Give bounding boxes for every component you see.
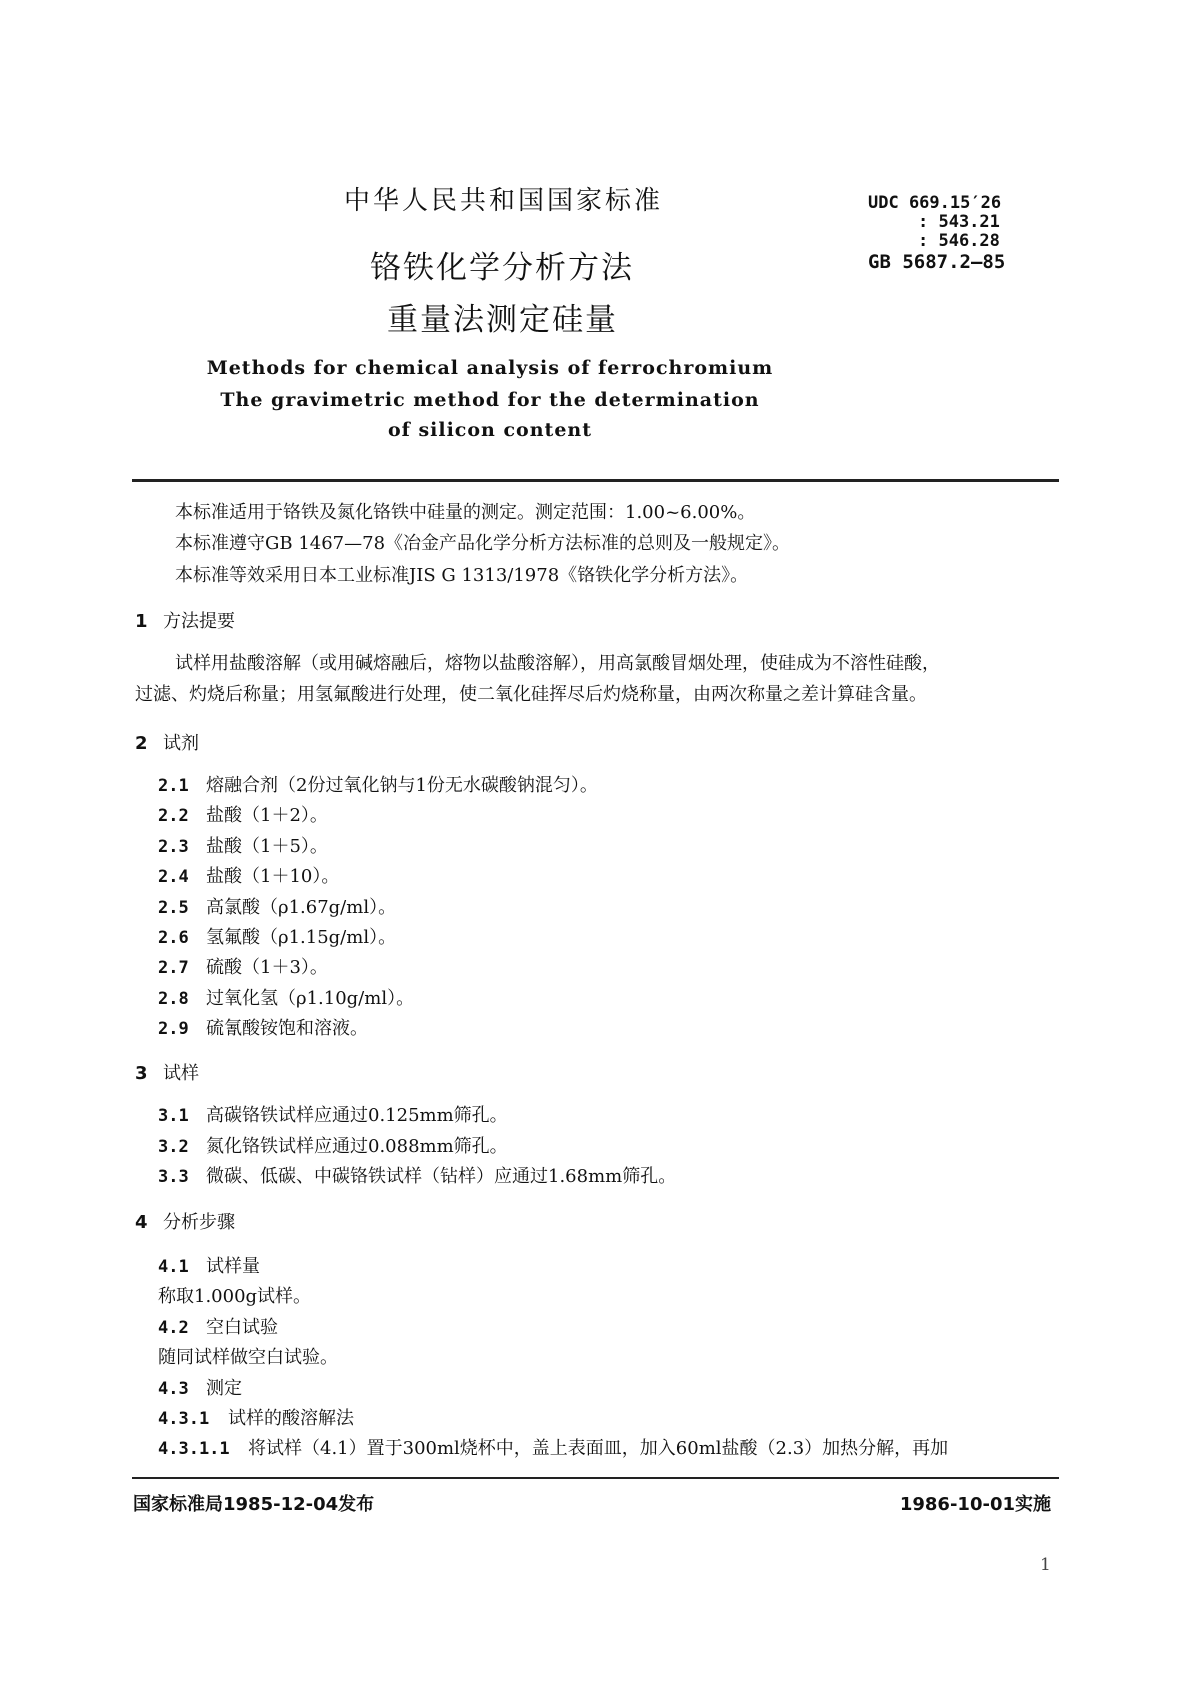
header-divider: [132, 479, 1059, 482]
list-item: [158, 1101, 676, 1132]
section-number: 1: [135, 611, 148, 632]
section-3-heading: [135, 1059, 199, 1085]
subsection-text: 称取1.000g试样。: [158, 1286, 312, 1308]
procedure: [158, 1252, 948, 1465]
item-text: 硫酸（1＋3）。: [206, 957, 328, 979]
paragraph-line: 过滤、灼烧后称量；用氢氟酸进行处理，使二氧化硅挥尽后灼烧称量，由两次称量之差计算硅含量。: [135, 684, 927, 705]
item-text: 高氯酸（ρ1.67g/ml）。: [206, 896, 397, 918]
item-number: 4.2: [158, 1317, 189, 1338]
item-text: 空白试验: [206, 1316, 278, 1338]
subsection-4-1: [158, 1252, 948, 1282]
subsection-4-3-1: [158, 1404, 948, 1434]
section-title: 分析步骤: [163, 1212, 235, 1233]
list-item: [158, 832, 598, 862]
list-item: [158, 1014, 598, 1044]
subsection-4-3-1-1: [158, 1434, 948, 1464]
issued-date: 国家标准局1985-12-04发布: [133, 1494, 375, 1515]
list-item: [158, 771, 598, 801]
section-title: 试样: [163, 1063, 199, 1084]
intro-line: 本标准等效采用日本工业标准JIS G 1313/1978《铬铁化学分析方法》。: [175, 565, 749, 586]
section-4-heading: [135, 1208, 235, 1234]
paragraph-line: 试样用盐酸溶解（或用碱熔融后，熔物以盐酸溶解），用高氯酸冒烟处理，使硅成为不溶性硅酸，: [175, 653, 940, 674]
udc-block: [868, 194, 1005, 272]
item-text: 高碳铬铁试样应通过0.125mm筛孔。: [206, 1105, 508, 1126]
section-title: 试剂: [163, 733, 199, 754]
item-text: 盐酸（1＋2）。: [206, 805, 328, 827]
list-item: [158, 862, 598, 892]
list-item: [158, 984, 598, 1014]
item-text: 试样量: [206, 1256, 260, 1277]
item-number: 2.3: [158, 836, 189, 857]
item-number: 4.3: [158, 1378, 189, 1399]
subsection-4-2: [158, 1313, 948, 1343]
item-text: 盐酸（1＋5）。: [206, 835, 328, 857]
item-number: 2.9: [158, 1019, 189, 1040]
item-text: 微碳、低碳、中碳铬铁试样（钻样）应通过1.68mm筛孔。: [206, 1166, 677, 1187]
item-number: 4.3.1: [158, 1409, 210, 1430]
item-text: 测定: [206, 1377, 242, 1399]
title-cn-2: 重量法测定硅量: [387, 302, 618, 338]
item-text: 将试样（4.1）置于300ml烧杯中，盖上表面皿，加入60ml盐酸（2.3）加热分解，再加: [248, 1438, 949, 1460]
national-standard-heading: 中华人民共和国国家标准: [344, 186, 664, 216]
gb-number: GB 5687.2—85: [868, 251, 1006, 273]
list-item: [158, 923, 598, 953]
item-number: 3.2: [158, 1136, 189, 1157]
list-item: [158, 893, 598, 923]
sample-list: [158, 1101, 676, 1193]
list-item: [158, 1162, 676, 1193]
footer-divider: [132, 1477, 1059, 1479]
item-text: 硫氰酸铵饱和溶液。: [206, 1018, 368, 1040]
item-number: 2.8: [158, 988, 189, 1009]
udc-line: UDC 669.15′26: [868, 193, 1002, 213]
list-item: [158, 953, 598, 983]
section-title: 方法提要: [163, 611, 235, 632]
title-en-1: Methods for chemical analysis of ferrochromium: [206, 357, 774, 379]
udc-line: : 546.28: [918, 231, 1000, 251]
effective-date: 1986-10-01实施: [899, 1494, 1051, 1515]
udc-line: : 543.21: [918, 212, 1000, 232]
title-cn-1: 铬铁化学分析方法: [370, 250, 634, 286]
section-number: 4: [135, 1212, 148, 1233]
item-number: 3.3: [158, 1167, 189, 1187]
subsection-text: 随同试样做空白试验。: [158, 1347, 338, 1369]
item-number: 4.3.1.1: [158, 1439, 230, 1460]
item-number: 2.1: [158, 776, 189, 796]
list-item: [158, 1132, 676, 1163]
section-2-heading: [135, 729, 199, 755]
reagent-list: [158, 771, 598, 1045]
item-text: 熔融合剂（2份过氧化钠与1份无水碳酸钠混匀）。: [206, 775, 598, 796]
section-number: 2: [135, 733, 148, 754]
item-text: 盐酸（1＋10）。: [206, 866, 340, 888]
item-number: 3.1: [158, 1106, 189, 1126]
item-text: 氮化铬铁试样应通过0.088mm筛孔。: [206, 1135, 508, 1157]
item-number: 4.1: [158, 1257, 189, 1277]
section-1-heading: [135, 607, 235, 633]
item-number: 2.7: [158, 958, 189, 979]
item-number: 2.5: [158, 897, 189, 918]
item-number: 2.6: [158, 928, 189, 949]
page-number: 1: [1040, 1555, 1051, 1575]
title-en-3: of silicon content: [388, 419, 592, 441]
item-number: 2.2: [158, 806, 189, 827]
intro-line: 本标准遵守GB 1467—78《冶金产品化学分析方法标准的总则及一般规定》。: [175, 533, 791, 554]
subsection-4-3: [158, 1374, 948, 1404]
item-number: 2.4: [158, 867, 189, 888]
title-en-2: The gravimetric method for the determination: [220, 389, 760, 411]
item-text: 氢氟酸（ρ1.15g/ml）。: [206, 927, 397, 949]
intro-line: 本标准适用于铬铁及氮化铬铁中硅量的测定。测定范围：1.00~6.00%。: [175, 502, 756, 523]
item-text: 过氧化氢（ρ1.10g/ml）。: [206, 987, 415, 1009]
item-text: 试样的酸溶解法: [228, 1408, 354, 1430]
section-number: 3: [135, 1063, 148, 1084]
list-item: [158, 801, 598, 831]
